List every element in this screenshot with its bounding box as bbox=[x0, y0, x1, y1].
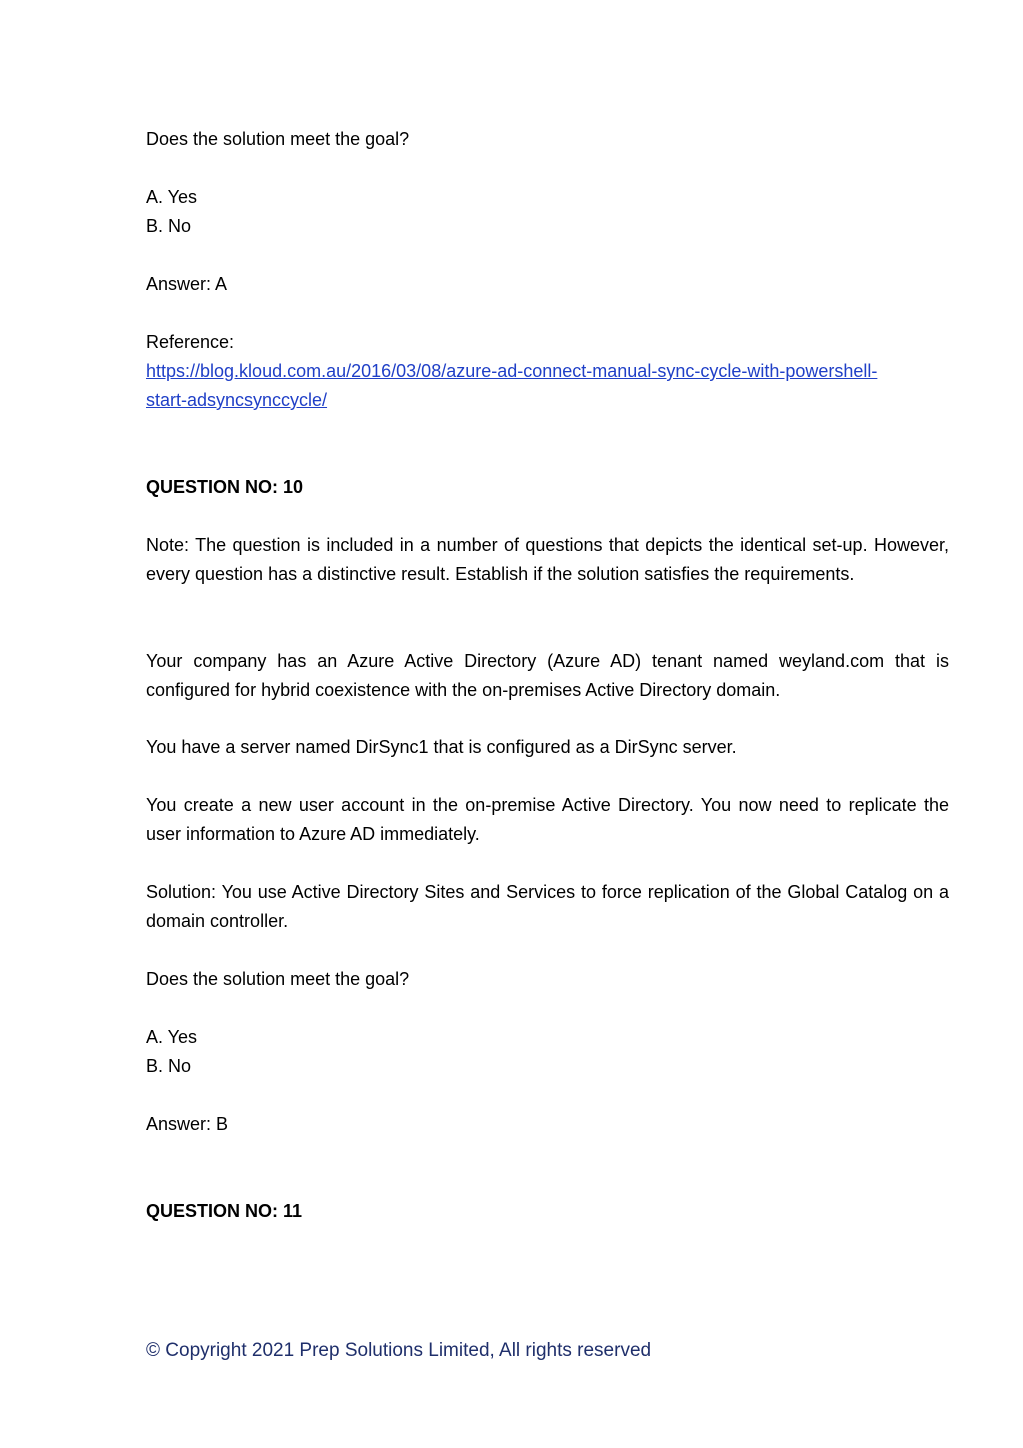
copyright-footer: © Copyright 2021 Prep Solutions Limited, All rights reserved bbox=[146, 1340, 652, 1361]
reference-link-continued[interactable]: start-adsyncsynccycle/ bbox=[146, 390, 328, 410]
answer: Answer: A bbox=[146, 274, 228, 294]
question-paragraph-2: You have a server named DirSync1 that is configured as a DirSync server. bbox=[146, 737, 737, 757]
reference-link-line-1[interactable] bbox=[146, 357, 877, 386]
option-a-10: A. Yes bbox=[146, 1027, 198, 1047]
reference-link-line-2[interactable] bbox=[146, 386, 327, 415]
reference-link[interactable]: https://blog.kloud.com.au/2016/03/08/azure-ad-connect-manual-sync-cycle-with-powershell- bbox=[146, 361, 878, 381]
answer-10: Answer: B bbox=[146, 1114, 229, 1134]
question-heading-11: QUESTION NO: 11 bbox=[146, 1201, 303, 1221]
question-solution: Solution: You use Active Directory Sites and Services to force replication of the Global Catalog on a domain controller. bbox=[146, 882, 949, 931]
question-heading-10: QUESTION NO: 10 bbox=[146, 477, 304, 497]
reference-label: Reference: bbox=[146, 332, 235, 352]
question-prompt-10: Does the solution meet the goal? bbox=[146, 969, 410, 989]
question-note: Note: The question is included in a number of questions that depicts the identical set-up. However, every question has a distinctive result. Establish if the solution satisfies the requirements. bbox=[146, 535, 949, 584]
option-b-10: B. No bbox=[146, 1056, 192, 1076]
option-b: B. No bbox=[146, 216, 192, 236]
question-paragraph-1: Your company has an Azure Active Directory (Azure AD) tenant named weyland.com that is configured for hybrid coexistence with the on-premises Active Directory domain. bbox=[146, 651, 949, 700]
option-a: A. Yes bbox=[146, 187, 198, 207]
question-prompt: Does the solution meet the goal? bbox=[146, 129, 410, 149]
question-paragraph-3: You create a new user account in the on-premise Active Directory. You now need to replicate the user information to Azure AD immediately. bbox=[146, 795, 949, 844]
